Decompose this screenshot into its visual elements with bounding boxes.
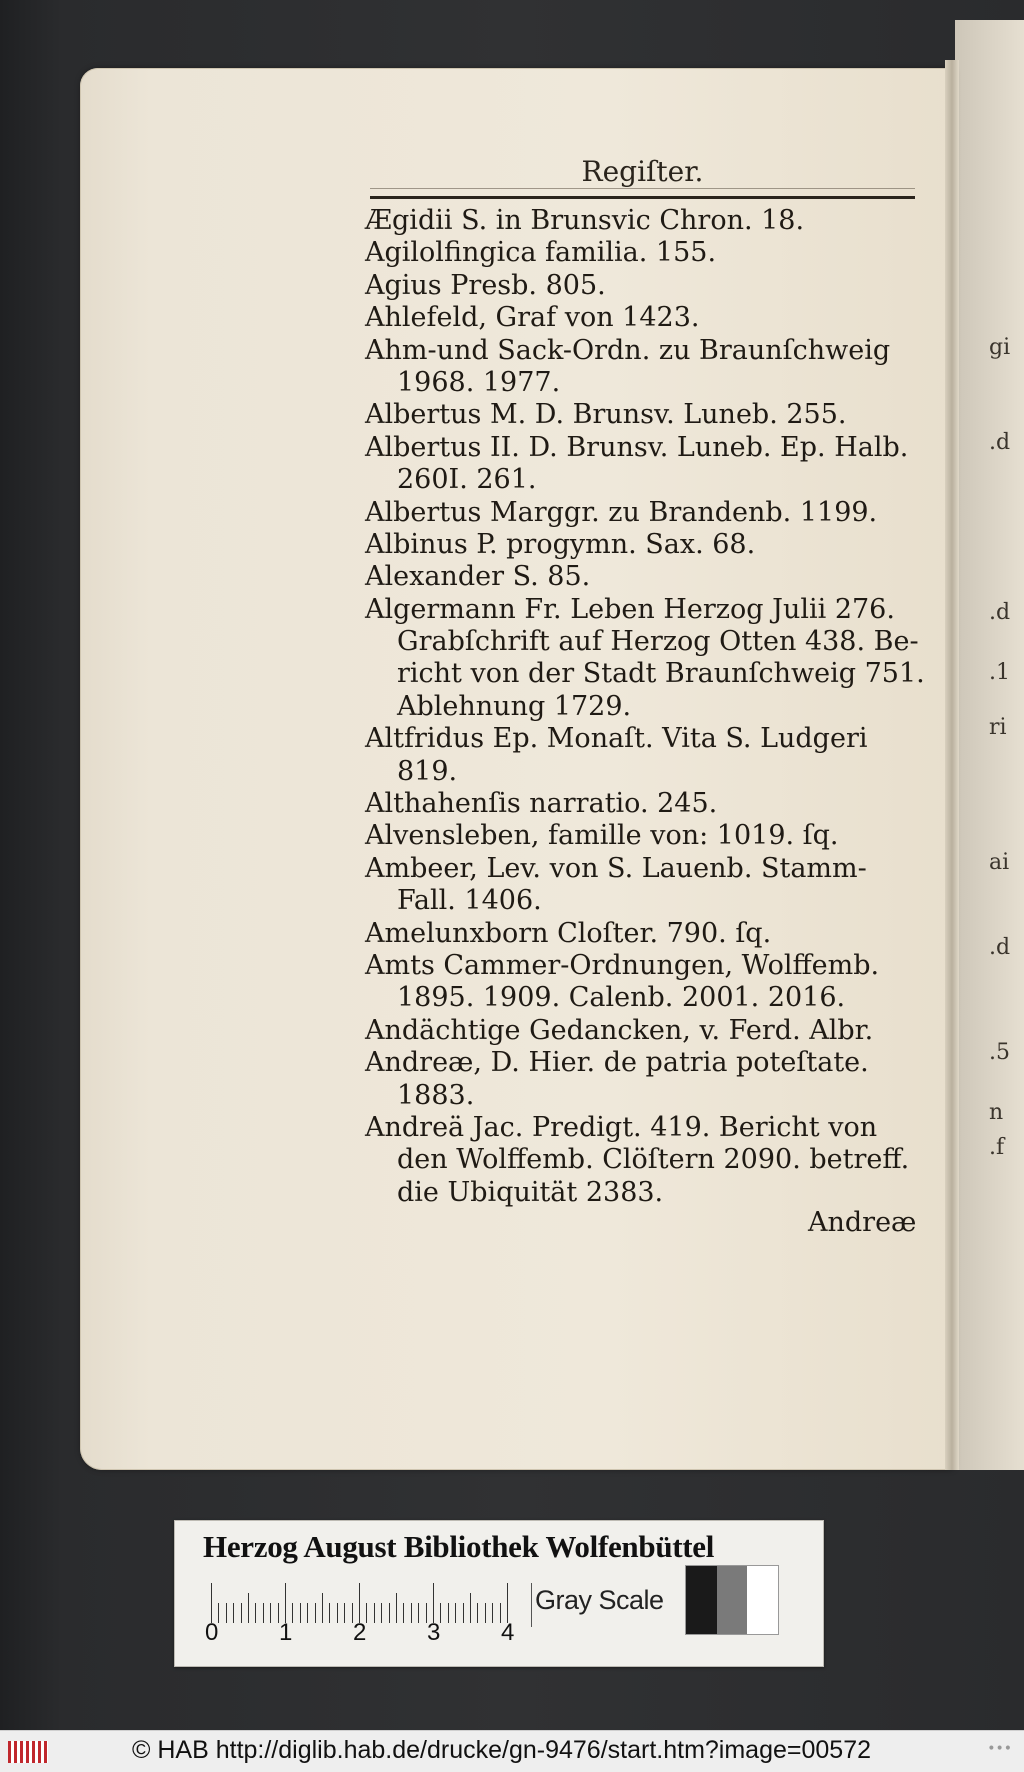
card-separator <box>531 1583 532 1627</box>
ruler-number: 2 <box>353 1619 367 1646</box>
register-line: Andächtige Gedancken, v. Ferd. Albr. <box>365 1014 874 1046</box>
facing-page-fragment: .5 <box>989 1040 1010 1065</box>
register-line: Andreæ, D. Hier. de patria poteſtate. <box>365 1047 869 1079</box>
register-line: Fall. 1406. <box>397 885 542 917</box>
register-line: Albinus P. progymn. Sax. 68. <box>365 528 756 560</box>
register-line: Grabſchrift auf Herzog Otten 438. Be- <box>397 626 919 658</box>
page-spine <box>945 60 959 1470</box>
facing-page-fragment: gi <box>989 335 1011 360</box>
menu-dots-icon[interactable]: ••• <box>987 1741 1012 1757</box>
facing-page-fragment: .f <box>989 1135 1005 1160</box>
ruler-number: 3 <box>427 1619 441 1646</box>
facing-page-fragment: .d <box>989 935 1011 960</box>
color-reference-card <box>174 1520 824 1667</box>
register-line: Albertus M. D. Brunsv. Luneb. 255. <box>365 399 847 431</box>
register-line: die Ubiquität 2383. <box>397 1176 664 1208</box>
gray-swatch <box>747 1566 778 1634</box>
register-line: 260I. 261. <box>397 464 537 496</box>
hab-logo-icon <box>8 1741 48 1763</box>
ruler-number: 0 <box>205 1619 219 1646</box>
register-line: Albertus Marggr. zu Brandenb. 1199. <box>365 496 878 528</box>
ruler-tick <box>211 1583 212 1623</box>
register-line: Ægidii S. in Brunsvic Chron. 18. <box>365 205 805 236</box>
library-name: Herzog August Bibliothek Wolfenbüttel <box>203 1529 715 1564</box>
register-line: Algermann Fr. Leben Herzog Julii 276. <box>365 593 895 625</box>
register-line: Agius Presb. 805. <box>365 269 606 301</box>
register-line: Ahlefeld, Graf von 1423. <box>365 302 700 334</box>
register-line: Altfridus Ep. Monaſt. Vita S. Ludgeri <box>365 723 868 755</box>
register-line: Alexander S. 85. <box>365 561 591 593</box>
ruler-tick <box>285 1583 286 1623</box>
ruler-tick <box>433 1583 434 1623</box>
ruler-number: 4 <box>501 1619 515 1646</box>
register-line: 1895. 1909. Calenb. 2001. 2016. <box>397 982 846 1014</box>
facing-page-fragment: .d <box>989 600 1011 625</box>
catchword: Andreæ <box>808 1207 917 1238</box>
copyright-url[interactable]: © HAB http://diglib.hab.de/drucke/gn-9476/start.htm?image=00572 <box>132 1736 872 1764</box>
register-line: Alvensleben, famille von: 1019. ſq. <box>365 820 839 852</box>
facing-page-fragment: n <box>989 1100 1004 1125</box>
register-line: Althahenſis narratio. 245. <box>365 788 718 820</box>
register-line: 819. <box>397 755 458 787</box>
header-rule <box>370 196 915 199</box>
register-line: Andreä Jac. Predigt. 419. Bericht von <box>365 1111 878 1143</box>
register-line: Amts Cammer-Ordnungen, Wolffemb. <box>365 949 880 981</box>
gray-swatch <box>686 1566 717 1634</box>
register-line: Ahm-und Sack-Ordn. zu Braunſchweig <box>365 334 891 366</box>
register-line: Amelunxborn Cloſter. 790. ſq. <box>365 917 772 949</box>
facing-page-fragment: .d <box>989 430 1011 455</box>
register-entries <box>365 205 925 1209</box>
facing-page-fragment: ri <box>989 715 1007 740</box>
gray-scale-label: Gray Scale <box>535 1585 664 1615</box>
ruler-numbers <box>205 1619 525 1659</box>
gray-swatch <box>717 1566 748 1634</box>
gray-scale-swatches <box>685 1565 779 1635</box>
register-line: Ablehnung 1729. <box>397 690 632 722</box>
register-line: richt von der Stadt Braunſchweig 751. <box>397 658 925 690</box>
facing-page-fragment: .1 <box>989 660 1010 685</box>
facing-page-fragment: ai <box>989 850 1010 875</box>
register-line: Agilolfingica familia. 155. <box>365 237 717 269</box>
ruler-number: 1 <box>279 1619 293 1646</box>
ruler-tick <box>359 1583 360 1623</box>
header-rule-thin <box>370 188 915 189</box>
register-line: 1968. 1977. <box>397 366 561 398</box>
ruler-scale <box>211 1583 511 1623</box>
register-line: Ambeer, Lev. von S. Lauenb. Stamm- <box>365 852 867 884</box>
ruler-tick <box>507 1583 508 1623</box>
viewer-footer <box>0 1730 1024 1772</box>
register-line: 1883. <box>397 1079 475 1111</box>
facing-page <box>955 20 1024 1470</box>
register-line: Albertus II. D. Brunsv. Luneb. Ep. Halb. <box>365 431 909 463</box>
page-header: Regiſter. <box>581 155 704 188</box>
register-line: den Wolffemb. Clöſtern 2090. betreff. <box>397 1144 910 1176</box>
